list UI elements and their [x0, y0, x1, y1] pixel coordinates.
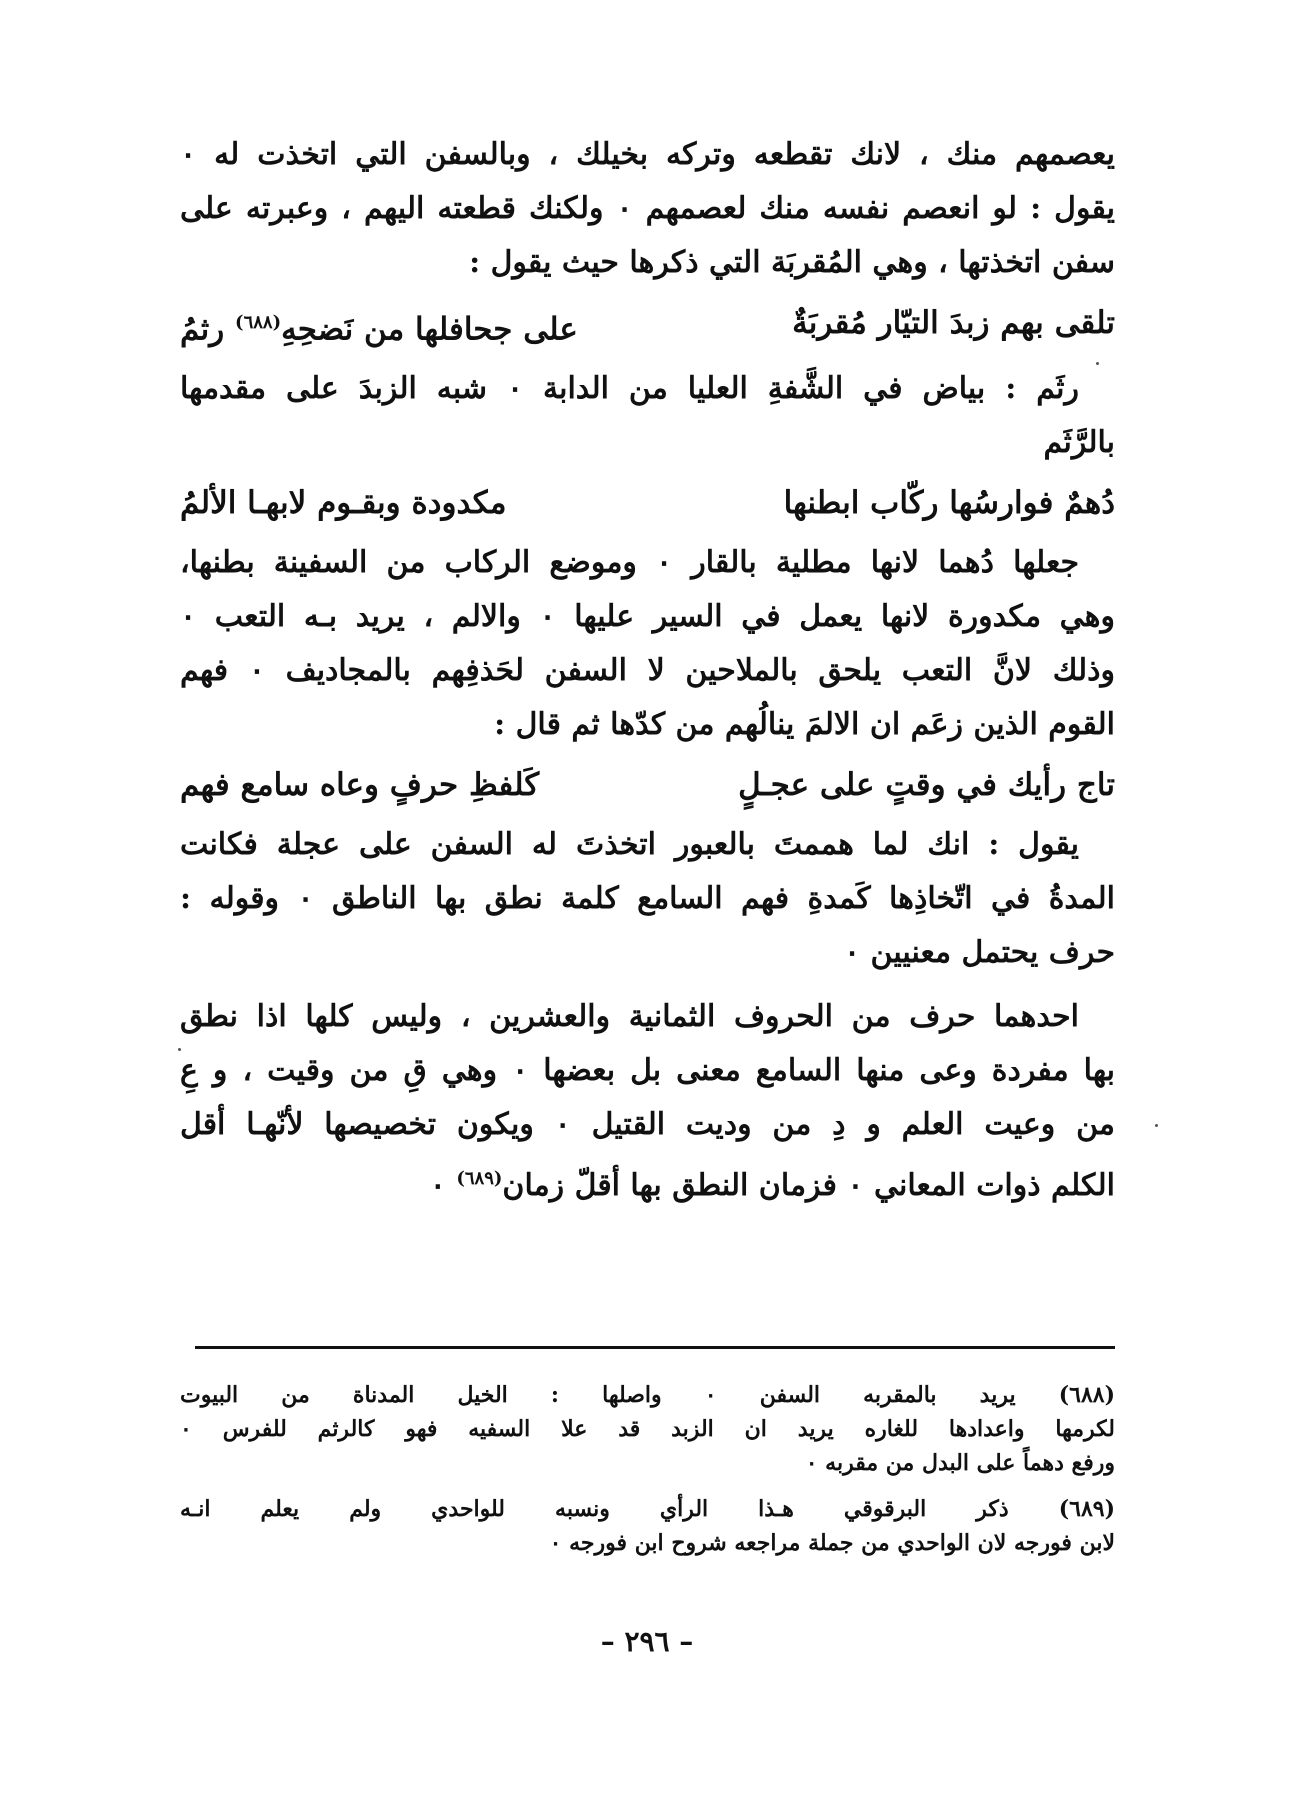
- text-line: حرف يحتمل معنيين ٠: [843, 935, 1115, 971]
- footnotes: [180, 1378, 1115, 1560]
- text-line: رثَم : بياض في الشَّفةِ العليا من الدابة ٠ شبه الزبدَ على مقدمها: [180, 371, 1079, 407]
- footnote-line: (٦٨٨) يريد بالمقربه السفن ٠ واصلها : الخيل المدناة من البيوت: [180, 1382, 1115, 1408]
- scan-speck: [178, 1048, 181, 1051]
- verse-rhyme-word: رثمُ: [180, 311, 225, 348]
- verse-line: [180, 294, 1115, 358]
- footnote-line: لابن فورجه لان الواحدي من جملة مراجعه شروح ابن فورجه ٠: [549, 1530, 1115, 1556]
- page-number: – ٢٩٦ –: [600, 1625, 694, 1658]
- text-line: سفن اتخذتها ، وهي المُقربَة التي ذكرها حيث يقول :: [469, 245, 1115, 280]
- text-line: يقول : انك لما هممتَ بالعبور اتخذتَ له السفن على عجلة فكانت: [180, 827, 1079, 863]
- text-line: بالرَّثَم: [1043, 425, 1115, 461]
- text-line: وهي مكدورة لانها يعمل في السير عليها ٠ والالم ، يريد بـه التعب ٠: [180, 599, 1115, 635]
- footnote-line: ورفع دهماً على البدل من مقربه ٠: [805, 1450, 1115, 1476]
- verse-text: على جحافلها من نَضحِهِ: [281, 311, 578, 348]
- text-line: الكلم ذوات المعاني ٠ فزمان النطق بها أقلّ زمان$^{(٦٨٩)}$ ٠: [429, 1168, 1115, 1204]
- text-line: القوم الذين زعَم ان الالمَ ينالُهم من كدّها ثم قال :: [494, 707, 1115, 743]
- paragraph-gap: [180, 980, 1115, 990]
- text-line-content: الكلم ذوات المعاني ٠ فزمان النطق بها أقلّ زمان: [502, 1168, 1115, 1204]
- text-line: جعلها دُهما لانها مطلية بالقار ٠ وموضع الركاب من السفينة بطنها،: [180, 545, 1079, 581]
- main-text: [180, 128, 1115, 1213]
- text-line: المدةُ في اتّخاذِها كَمدةِ فهم السامع كلمة نطق بها الناطق ٠ وقوله :: [180, 881, 1115, 917]
- footnote-reference: (٦٨٩): [456, 1168, 503, 1190]
- verse-line: [180, 474, 1115, 532]
- scan-speck: [1096, 362, 1099, 365]
- verse-first-hemistich: تاج رأيك في وقتٍ على عجـلٍ: [738, 767, 1115, 804]
- footnote-gap: [180, 1480, 1115, 1492]
- verse-second-hemistich: [180, 294, 578, 358]
- verse-first-hemistich: تلقى بهم زبدَ التيّار مُقربَةٌ: [792, 305, 1115, 341]
- verse-line: [180, 756, 1115, 814]
- text-line: بها مفردة وعى منها السامع معنى بل بعضها ٠ وهي قِ من وقيت ، و عِ: [180, 1053, 1115, 1089]
- text-line: يعصمهم منك ، لانك تقطعه وتركه بخيلك ، وبالسفن التي اتخذت له ٠: [180, 137, 1115, 172]
- verse-second-hemistich: كَلفظِ حرفٍ وعاه سامع فهم: [180, 767, 540, 804]
- footnote-separator: [195, 1346, 1115, 1349]
- text-line: من وعيت العلم و دِ من وديت القتيل ٠ ويكون تخصيصها لأنّهـا أقل: [180, 1107, 1115, 1143]
- verse-second-hemistich: مكدودة وبقـوم لابهـا الألمُ: [180, 485, 507, 522]
- verse-first-hemistich: دُهمٌ فوارسُها ركّاب ابطنها: [783, 485, 1115, 522]
- footnote-reference: (٦٨٨): [235, 312, 282, 333]
- text-line: احدهما حرف من الحروف الثمانية والعشرين ، وليس كلها اذا نطق: [180, 999, 1079, 1035]
- footnote-line: (٦٨٩) ذكر البرقوقي هـذا الرأي ونسبه للواحدي ولم يعلم انـه: [180, 1496, 1115, 1522]
- text-line: يقول : لو انعصم نفسه منك لعصمهم ٠ ولكنك قطعته اليهم ، وعبرته على: [180, 191, 1115, 226]
- footnote-line: لكرمها واعدادها للغاره يريد ان الزبد قد علا السفيه فهو كالرثم للفرس ٠: [180, 1416, 1115, 1442]
- scan-speck: [1155, 1124, 1158, 1127]
- text-line: وذلك لانَّ التعب يلحق بالملاحين لا السفن لحَذفِهم بالمجاديف ٠ فهم: [180, 653, 1115, 689]
